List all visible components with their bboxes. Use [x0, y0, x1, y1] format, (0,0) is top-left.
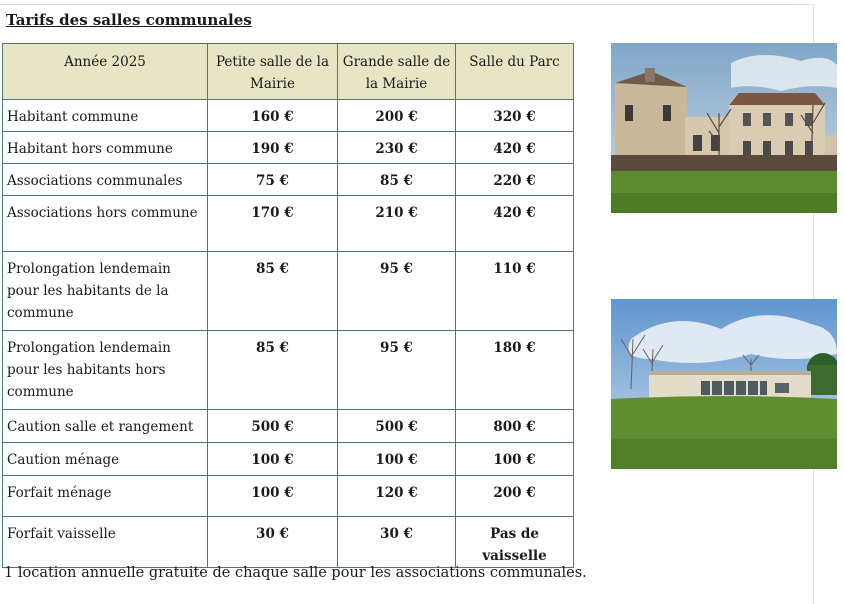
price-petite: 85 €	[208, 331, 338, 410]
header-salle-parc: Salle du Parc	[456, 44, 574, 100]
price-parc: 100 €	[456, 443, 574, 476]
price-grande: 30 €	[338, 517, 456, 568]
row-label: Caution salle et rangement	[3, 410, 208, 443]
free-rental-note: 1 location annuelle gratuite de chaque salle pour les associations communales.	[4, 565, 587, 581]
salle-du-parc-photo	[611, 299, 837, 469]
price-petite: 75 €	[208, 164, 338, 196]
price-parc: Pas de vaisselle	[456, 517, 574, 568]
price-petite: 100 €	[208, 443, 338, 476]
page-title: Tarifs des salles communales	[6, 11, 252, 29]
table-row	[3, 252, 574, 331]
price-grande: 85 €	[338, 164, 456, 196]
price-parc: 320 €	[456, 100, 574, 132]
row-label: Forfait ménage	[3, 476, 208, 517]
price-parc: 110 €	[456, 252, 574, 331]
row-label: Associations communales	[3, 164, 208, 196]
price-grande: 120 €	[338, 476, 456, 517]
row-label: Prolongation lendemain pour les habitants hors commune	[3, 331, 208, 410]
header-year: Année 2025	[3, 44, 208, 100]
price-parc: 420 €	[456, 132, 574, 164]
mairie-photo	[611, 43, 837, 213]
table-row	[3, 476, 574, 517]
header-petite-salle: Petite salle de la Mairie	[208, 44, 338, 100]
price-petite: 170 €	[208, 196, 338, 252]
price-grande: 100 €	[338, 443, 456, 476]
header-grande-salle: Grande salle de la Mairie	[338, 44, 456, 100]
pricing-table	[2, 43, 574, 568]
row-label: Forfait vaisselle	[3, 517, 208, 568]
price-parc: 220 €	[456, 164, 574, 196]
price-grande: 95 €	[338, 252, 456, 331]
row-label: Habitant hors commune	[3, 132, 208, 164]
row-label: Prolongation lendemain pour les habitants de la commune	[3, 252, 208, 331]
price-petite: 500 €	[208, 410, 338, 443]
price-grande: 200 €	[338, 100, 456, 132]
price-parc: 200 €	[456, 476, 574, 517]
row-label: Habitant commune	[3, 100, 208, 132]
table-row	[3, 164, 574, 196]
table-row	[3, 132, 574, 164]
table-row	[3, 443, 574, 476]
price-parc: 800 €	[456, 410, 574, 443]
price-grande: 210 €	[338, 196, 456, 252]
row-label: Associations hors commune	[3, 196, 208, 252]
table-row	[3, 100, 574, 132]
row-label: Caution ménage	[3, 443, 208, 476]
price-grande: 230 €	[338, 132, 456, 164]
price-petite: 190 €	[208, 132, 338, 164]
price-parc: 420 €	[456, 196, 574, 252]
price-grande: 500 €	[338, 410, 456, 443]
table-row	[3, 331, 574, 410]
table-row	[3, 517, 574, 568]
table-row	[3, 196, 574, 252]
price-grande: 95 €	[338, 331, 456, 410]
price-petite: 100 €	[208, 476, 338, 517]
price-petite: 85 €	[208, 252, 338, 331]
price-parc: 180 €	[456, 331, 574, 410]
price-petite: 160 €	[208, 100, 338, 132]
table-row	[3, 410, 574, 443]
price-petite: 30 €	[208, 517, 338, 568]
